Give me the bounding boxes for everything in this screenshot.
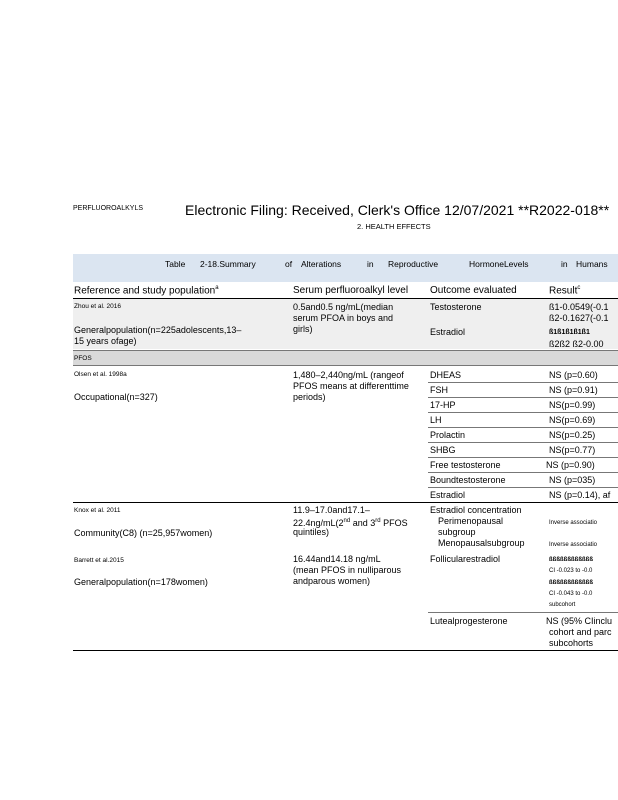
result-olsen: NS (p=0.90) xyxy=(546,460,595,470)
running-head: PERFLUOROALKYLS xyxy=(73,205,144,212)
ref-olsen: Olsen et al. 1998a xyxy=(74,371,127,378)
title-word: Alterations xyxy=(301,259,342,269)
outcome-knox: subgroup xyxy=(438,527,476,537)
result-barrett: cohort and parc xyxy=(549,627,612,637)
header-outcome: Outcome evaluated xyxy=(430,285,517,296)
section-pfos: PFOS xyxy=(74,355,92,362)
row-rule xyxy=(428,457,618,458)
row-rule xyxy=(428,487,618,488)
title-word: of xyxy=(285,259,293,269)
ref-zhou: Zhou et al. 2016 xyxy=(74,303,121,310)
result-barrett: subcohort xyxy=(549,602,576,608)
outcome-olsen: SHBG xyxy=(430,445,456,455)
outcome-knox: Perimenopausal xyxy=(438,516,504,526)
title-word: Reproductive xyxy=(388,259,439,269)
title-word: HormoneLevels xyxy=(469,259,529,269)
result-olsen: NS (p=0.60) xyxy=(549,370,598,380)
row-rule xyxy=(428,427,618,428)
row-rule xyxy=(428,612,618,613)
serum-knox: 11.9–17.0and17.1– xyxy=(293,505,370,515)
result-barrett: ßßßßßßßßßßßß xyxy=(549,580,593,586)
filing-banner: Electronic Filing: Received, Clerk's Office 12/07/2021 **R2022-018** xyxy=(185,202,610,218)
title-word: in xyxy=(367,259,374,269)
result-zhou: ß1-0.0549(-0.1 xyxy=(549,302,609,312)
title-word: in xyxy=(561,259,568,269)
title-word: Table xyxy=(165,259,186,269)
outcome-olsen: FSH xyxy=(430,385,448,395)
row-rule xyxy=(428,397,618,398)
result-barrett: CI -0.023 to -0.0 xyxy=(549,568,593,574)
result-olsen: NS(p=0.69) xyxy=(549,415,596,425)
result-olsen: NS(p=0.25) xyxy=(549,430,596,440)
outcome-olsen: Boundtestosterone xyxy=(430,475,506,485)
outcome-olsen: 17-HP xyxy=(430,400,456,410)
serum-zhou: girls) xyxy=(293,324,313,334)
serum-zhou: serum PFOA in boys and xyxy=(293,313,394,323)
table-bottom-rule xyxy=(73,650,618,651)
outcome-zhou: Estradiol xyxy=(430,327,466,337)
outcome-zhou: Testosterone xyxy=(430,302,482,312)
outcome-olsen: DHEAS xyxy=(430,370,462,380)
outcome-knox: Menopausalsubgroup xyxy=(438,538,525,548)
ref-barrett: Barrett et al.2015 xyxy=(74,557,124,564)
outcome-barrett: Follicularestradiol xyxy=(430,554,501,564)
serum-barrett: (mean PFOS in nulliparous xyxy=(293,565,402,575)
chapter-title: 2. HEALTH EFFECTS xyxy=(357,222,431,231)
population-zhou: 15 years ofage) xyxy=(74,336,137,346)
result-olsen: NS (p=0.14), af xyxy=(549,490,611,500)
outcome-olsen: Estradiol xyxy=(430,490,466,500)
population-barrett: Generalpopulation(n=178women) xyxy=(74,577,208,587)
serum-olsen: 1,480–2,440ng/mL (rangeof xyxy=(293,370,404,380)
result-barrett: CI -0.043 to -0.0 xyxy=(549,591,593,597)
row-rule xyxy=(428,412,618,413)
row-rule xyxy=(428,472,618,473)
result-zhou: ß2-0.1627(-0.1 xyxy=(549,313,609,323)
serum-barrett: andparous women) xyxy=(293,576,371,586)
result-olsen: NS(p=0.77) xyxy=(549,445,596,455)
outcome-barrett: Lutealprogesterone xyxy=(430,616,508,626)
outcome-olsen: Free testosterone xyxy=(430,460,501,470)
result-olsen: NS(p=0.99) xyxy=(549,400,596,410)
result-zhou: ß2ß2 ß2-0.00 xyxy=(549,339,604,349)
result-zhou: ß1ß1ß1ß1ß1 xyxy=(549,329,590,336)
serum-olsen: PFOS means at differenttime xyxy=(293,381,409,391)
outcome-olsen: LH xyxy=(430,415,442,425)
outcome-knox: Estradiol concentration xyxy=(430,505,522,515)
population-zhou: Generalpopulation(n=225adolescents,13– xyxy=(74,325,242,335)
title-word: 2-18.Summary xyxy=(200,259,256,269)
header-result: Result$^c$ xyxy=(549,285,581,297)
serum-olsen: periods) xyxy=(293,392,326,402)
population-knox: Community(C8) (n=25,957women) xyxy=(74,528,213,538)
serum-knox: quintiles) xyxy=(293,527,330,537)
result-knox: Inverse associatio xyxy=(549,542,598,548)
population-olsen: Occupational(n=327) xyxy=(74,392,158,402)
row-rule xyxy=(73,502,618,503)
result-olsen: NS (p=035) xyxy=(549,475,596,485)
ref-knox: Knox et al. 2011 xyxy=(74,507,121,514)
result-olsen: NS (p=0.91) xyxy=(549,385,598,395)
header-serum: Serum perfluoroalkyl level xyxy=(293,285,409,296)
serum-knox: 22.4ng/mL(2nd and 3rd PFOS xyxy=(293,518,408,528)
result-barrett: NS (95% CIinclu xyxy=(546,616,613,626)
result-barrett: subcohorts xyxy=(549,638,594,648)
outcome-olsen: Prolactin xyxy=(430,430,466,440)
header-reference: Reference and study population$^a$ xyxy=(74,285,219,297)
section-bar xyxy=(73,350,618,366)
title-word: Humans xyxy=(576,259,608,269)
result-knox: Inverse associatio xyxy=(549,520,598,526)
serum-zhou: 0.5and0.5 ng/mL(median xyxy=(293,302,394,312)
table-title-band xyxy=(73,254,618,282)
row-rule xyxy=(428,382,618,383)
serum-barrett: 16.44and14.18 ng/mL xyxy=(293,554,381,564)
row-rule xyxy=(428,442,618,443)
result-barrett: ßßßßßßßßßßßß xyxy=(549,557,593,563)
